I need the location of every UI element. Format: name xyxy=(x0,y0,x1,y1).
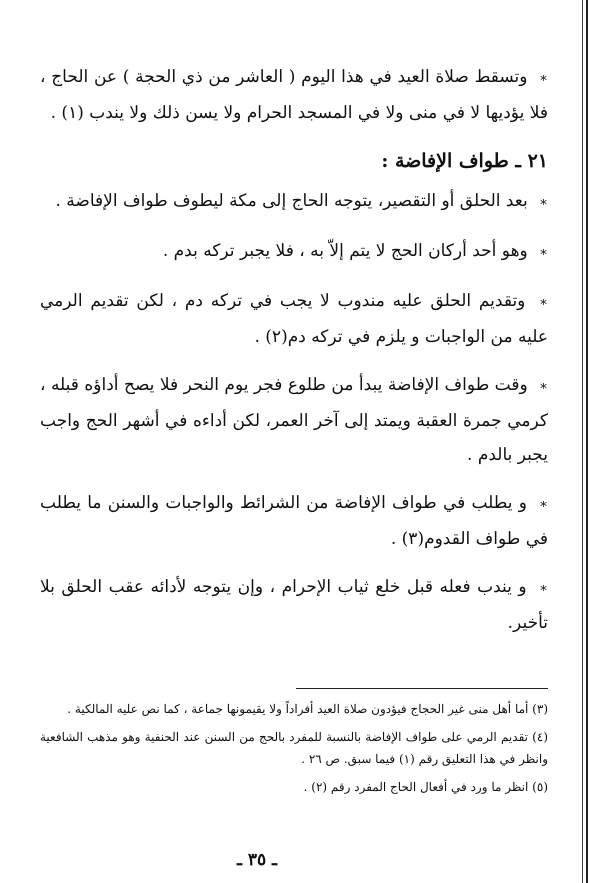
paragraph-text: وقت طواف الإفاضة يبدأ من طلوع فجر يوم النحر فلا يصح أداؤه قبله ، كرمي جمرة العقبة ويمتد إلى آخر العمر، لكن أداءه في أشهر الحج واجب يجبر بالدم . xyxy=(40,375,548,465)
paragraph-text: وهو أحد أركان الحج لا يتم إلاّ به ، فلا يجبر تركه بدم . xyxy=(162,241,528,261)
footnotes xyxy=(40,698,548,804)
footnote-item: (٥) انظر ما ورد في أفعال الحاج المفرد رقم (٢) . xyxy=(303,780,548,794)
bullet-marker: ∗ xyxy=(539,379,548,394)
bullet-marker: ∗ xyxy=(539,71,548,86)
footnote-item: (٤) تقديم الرمي على طواف الإفاضة بالنسبة للمفرد بالحج من السنن عند الحنفية وهو مذهب الشافعية وانظر في هذا التعليق رقم (١) فيما سبق. ص ٢٦ . xyxy=(40,730,548,766)
paragraph-after-shaving xyxy=(40,184,548,220)
paragraph-text: وتقديم الحلق عليه مندوب لا يجب في تركه دم ، لكن تقديم الرمي عليه من الواجبات و يلزم في تركه دم(٢) . xyxy=(40,291,548,347)
paragraph-pillar xyxy=(40,234,548,270)
paragraph-timing xyxy=(40,368,548,472)
section-heading: ٢١ ـ طواف الإفاضة : xyxy=(381,150,548,172)
paragraph-text: و يطلب في طواف الإفاضة من الشرائط والواجبات والسنن ما يطلب في طواف القدوم(٣) . xyxy=(40,493,548,549)
footnote-divider xyxy=(296,688,548,689)
paragraph-ihram xyxy=(40,570,548,640)
page-number: ـ ٣٥ ـ xyxy=(236,850,278,870)
bullet-marker: ∗ xyxy=(539,295,548,310)
paragraph-eid-prayer xyxy=(40,60,548,130)
bullet-marker: ∗ xyxy=(539,195,548,210)
footnote-item: (٣) أما أهل منى غير الحجاج فيؤدون صلاة العيد أفراداً ولا يقيمونها جماعة ، كما نص عليه المالكية . xyxy=(67,702,548,716)
paragraph-text: و يندب فعله قبل خلع ثياب الإحرام ، وإن يتوجه لأدائه عقب الحلق بلا تأخير. xyxy=(40,577,548,633)
paragraph-order xyxy=(40,284,548,354)
paragraph-requirements xyxy=(40,486,548,556)
paragraph-text: بعد الحلق أو التقصير، يتوجه الحاج إلى مكة ليطوف طواف الإفاضة . xyxy=(55,191,528,211)
bullet-marker: ∗ xyxy=(539,581,548,596)
page-edge-border xyxy=(582,0,588,883)
bullet-marker: ∗ xyxy=(539,245,548,260)
paragraph-text: وتسقط صلاة العيد في هذا اليوم ( العاشر من ذي الحجة ) عن الحاج ، فلا يؤديها لا في منى ولا في المسجد الحرام ولا يسن ذلك ولا يندب (١) . xyxy=(40,67,548,123)
bullet-marker: ∗ xyxy=(539,497,548,512)
main-text xyxy=(40,60,548,654)
